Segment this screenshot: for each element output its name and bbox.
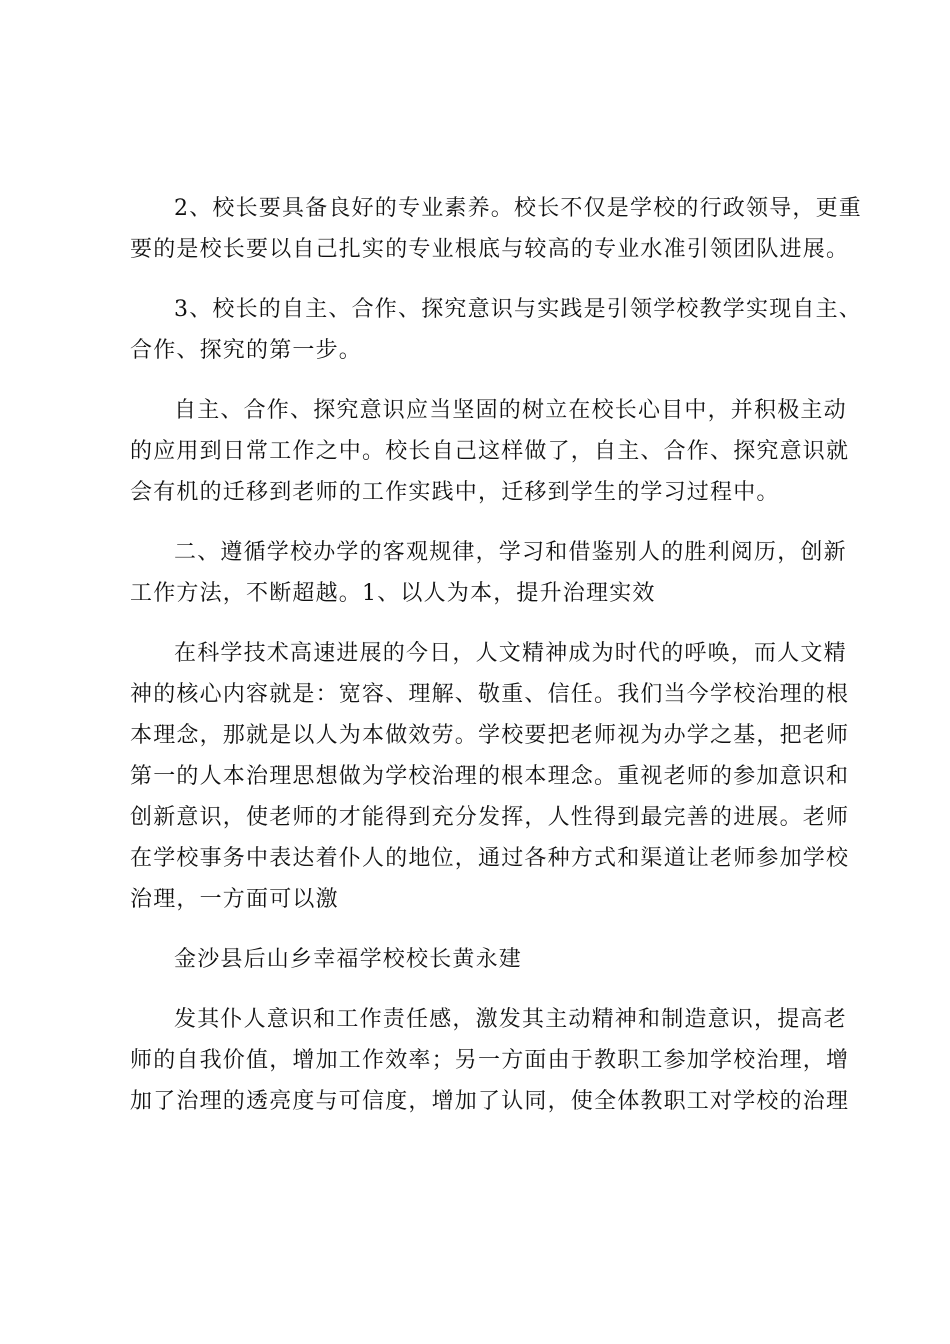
text-line: 本理念，那就是以人为本做效劳。学校要把老师视为办学之基，把老师 — [130, 723, 850, 748]
text-line: 发其仆人意识和工作责任感，激发其主动精神和制造意识，提高老 — [174, 1007, 847, 1032]
text-line: 合作、探究的第一步。 — [130, 338, 363, 363]
text-line: 第一的人本治理思想做为学校治理的根本理念。重视老师的参加意识和 — [130, 764, 850, 789]
document-page — [130, 188, 862, 1122]
text-line: 创新意识，使老师的才能得到充分发挥，人性得到最完善的进展。老师 — [130, 805, 850, 830]
paragraph-humanistic-management — [130, 633, 850, 920]
text-line: 要的是校长要以自己扎实的专业根底与较高的专业水准引领团队进展。 — [130, 237, 850, 262]
text-line: 治理，一方面可以激 — [130, 887, 339, 912]
paragraph-section-two-heading — [130, 532, 847, 614]
text-line: 2、校长要具备良好的专业素养。校长不仅是学校的行政领导，更重 — [174, 196, 862, 221]
text-line: 二、遵循学校办学的客观规律，学习和借鉴别人的胜利阅历，创新 — [174, 540, 847, 565]
paragraph-principal-professional-quality — [130, 188, 862, 270]
paragraph-author-line — [130, 939, 830, 980]
paragraph-continuation — [130, 999, 850, 1122]
paragraph-principal-autonomy-practice — [130, 289, 862, 371]
text-line: 在学校事务中表达着仆人的地位，通过各种方式和渠道让老师参加学校 — [130, 846, 850, 871]
text-line: 3、校长的自主、合作、探究意识与实践是引领学校教学实现自主、 — [174, 297, 862, 322]
author-line: 金沙县后山乡幸福学校校长黄永建 — [174, 947, 523, 972]
text-line: 自主、合作、探究意识应当坚固的树立在校长心目中，并积极主动 — [174, 398, 847, 423]
text-line: 的应用到日常工作之中。校长自己这样做了，自主、合作、探究意识就 — [130, 439, 850, 464]
text-line: 神的核心内容就是：宽容、理解、敬重、信任。我们当今学校治理的根 — [130, 682, 850, 707]
text-line: 师的自我价值，增加工作效率；另一方面由于教职工参加学校治理，增 — [130, 1048, 850, 1073]
text-line: 会有机的迁移到老师的工作实践中，迁移到学生的学习过程中。 — [130, 480, 780, 505]
paragraph-awareness-application — [130, 390, 850, 513]
text-line: 工作方法，不断超越。1、以人为本，提升治理实效 — [130, 581, 656, 606]
text-line: 加了治理的透亮度与可信度，增加了认同，使全体教职工对学校的治理 — [130, 1089, 850, 1114]
text-line: 在科学技术高速进展的今日，人文精神成为时代的呼唤，而人文精 — [174, 641, 847, 666]
